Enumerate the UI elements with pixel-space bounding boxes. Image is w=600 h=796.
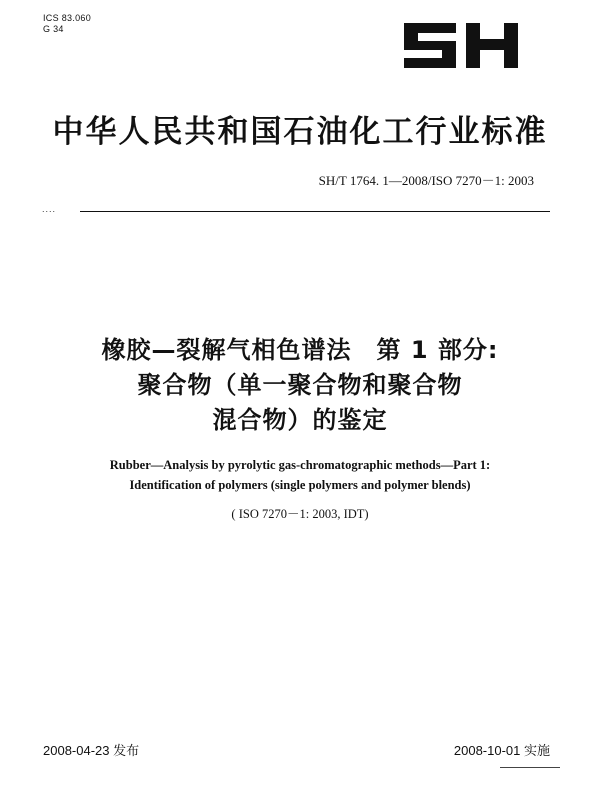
iso-equivalence: ( ISO 7270－1: 2003, IDT) <box>231 507 369 521</box>
rule-dots: .... <box>42 204 57 214</box>
issue-date: 2008-04-23 发布 <box>43 743 140 758</box>
document-title-cn-line1: 橡胶—裂解气相色谱法 第 1 部分: <box>101 336 499 364</box>
standard-category-title: 中华人民共和国石油化工行业标准 <box>52 114 548 150</box>
standard-number: SH/T 1764. 1—2008/ISO 7270－1: 2003 <box>318 173 534 188</box>
implementation-date: 2008-10-01 实施 <box>453 743 550 758</box>
document-title-en-line2: Identification of polymers (single polymers and polymer blends) <box>129 478 471 492</box>
classification-codes <box>43 13 91 35</box>
footer-underline <box>500 767 560 768</box>
document-title-cn-line3: 混合物）的鉴定 <box>212 406 388 434</box>
sh-logo <box>400 18 522 73</box>
ccs-code: G 34 <box>43 24 64 34</box>
ics-code: ICS 83.060 <box>43 13 92 23</box>
document-title-cn-line2: 聚合物（单一聚合物和聚合物 <box>137 371 463 399</box>
document-title-en-line1: Rubber—Analysis by pyrolytic gas-chromatographic methods—Part 1: <box>109 458 491 472</box>
header-divider <box>80 211 550 212</box>
